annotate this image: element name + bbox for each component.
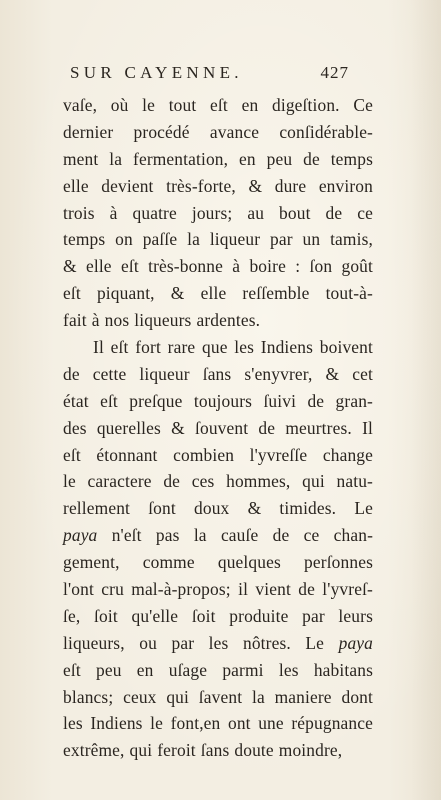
text-line: l'ont cru mal-à-propos; il vient de l'yvreſ- [63, 579, 373, 600]
text-line: les Indiens le font,en ont une répugnance [63, 713, 373, 734]
text-line: blancs; ceux qui ſavent la maniere dont [63, 686, 373, 707]
text-line: ſe, ſoit qu'elle ſoit produite par leurs [63, 605, 373, 626]
text-segment: liqueurs, ou par les nôtres. Le [63, 632, 325, 653]
page-edge-shadow [411, 0, 441, 800]
running-head: SUR CAYENNE. [70, 63, 243, 82]
text-line: & elle eſt très-bonne à boire : ſon goût [63, 256, 373, 277]
text-line: dernier procédé avance conſidérable- [63, 121, 373, 142]
text-line: eſt piquant, & elle reſſemble tout-à- [63, 283, 373, 304]
italic-term: paya [338, 632, 374, 653]
text-line: rellement ſont doux & timides. Le [63, 498, 373, 519]
paragraph-first-line: Il eſt fort rare que les Indiens boivent [93, 337, 373, 358]
italic-term: paya [63, 525, 98, 546]
text-line: état eſt preſque toujours ſuivi de gran- [63, 390, 373, 411]
text-line: eſt peu en uſage parmi les habitans [63, 659, 373, 680]
text-line-with-italic [63, 522, 373, 549]
text-line: elle devient très-forte, & dure environ [63, 175, 373, 196]
text-segment: n'eſt pas la cauſe de ce chan- [111, 525, 374, 546]
page-number: 427 [320, 63, 349, 82]
text-line-with-italic [63, 630, 373, 657]
text-line: extrême, qui feroit ſans doute moindre, [63, 740, 343, 761]
text-line: temps on paſſe la liqueur par un tamis, [63, 229, 373, 250]
text-line: gement, comme quelques perſonnes [63, 552, 373, 573]
text-line: de cette liqueur ſans s'enyvrer, & cet [63, 363, 373, 384]
text-line: trois à quatre jours; au bout de ce [63, 202, 373, 223]
body-text [63, 92, 373, 764]
text-line: eſt étonnant combien l'yvreſſe change [63, 444, 373, 465]
text-line: fait à nos liqueurs ardentes. [63, 310, 261, 331]
text-line: vaſe, où le tout eſt en digeſtion. Ce [63, 95, 373, 115]
page-header [0, 63, 441, 87]
text-line: ment la fermentation, en peu de temps [63, 148, 373, 169]
text-line: des querelles & ſouvent de meurtres. Il [63, 417, 373, 438]
text-line: le caractere de ces hommes, qui natu- [63, 471, 373, 492]
